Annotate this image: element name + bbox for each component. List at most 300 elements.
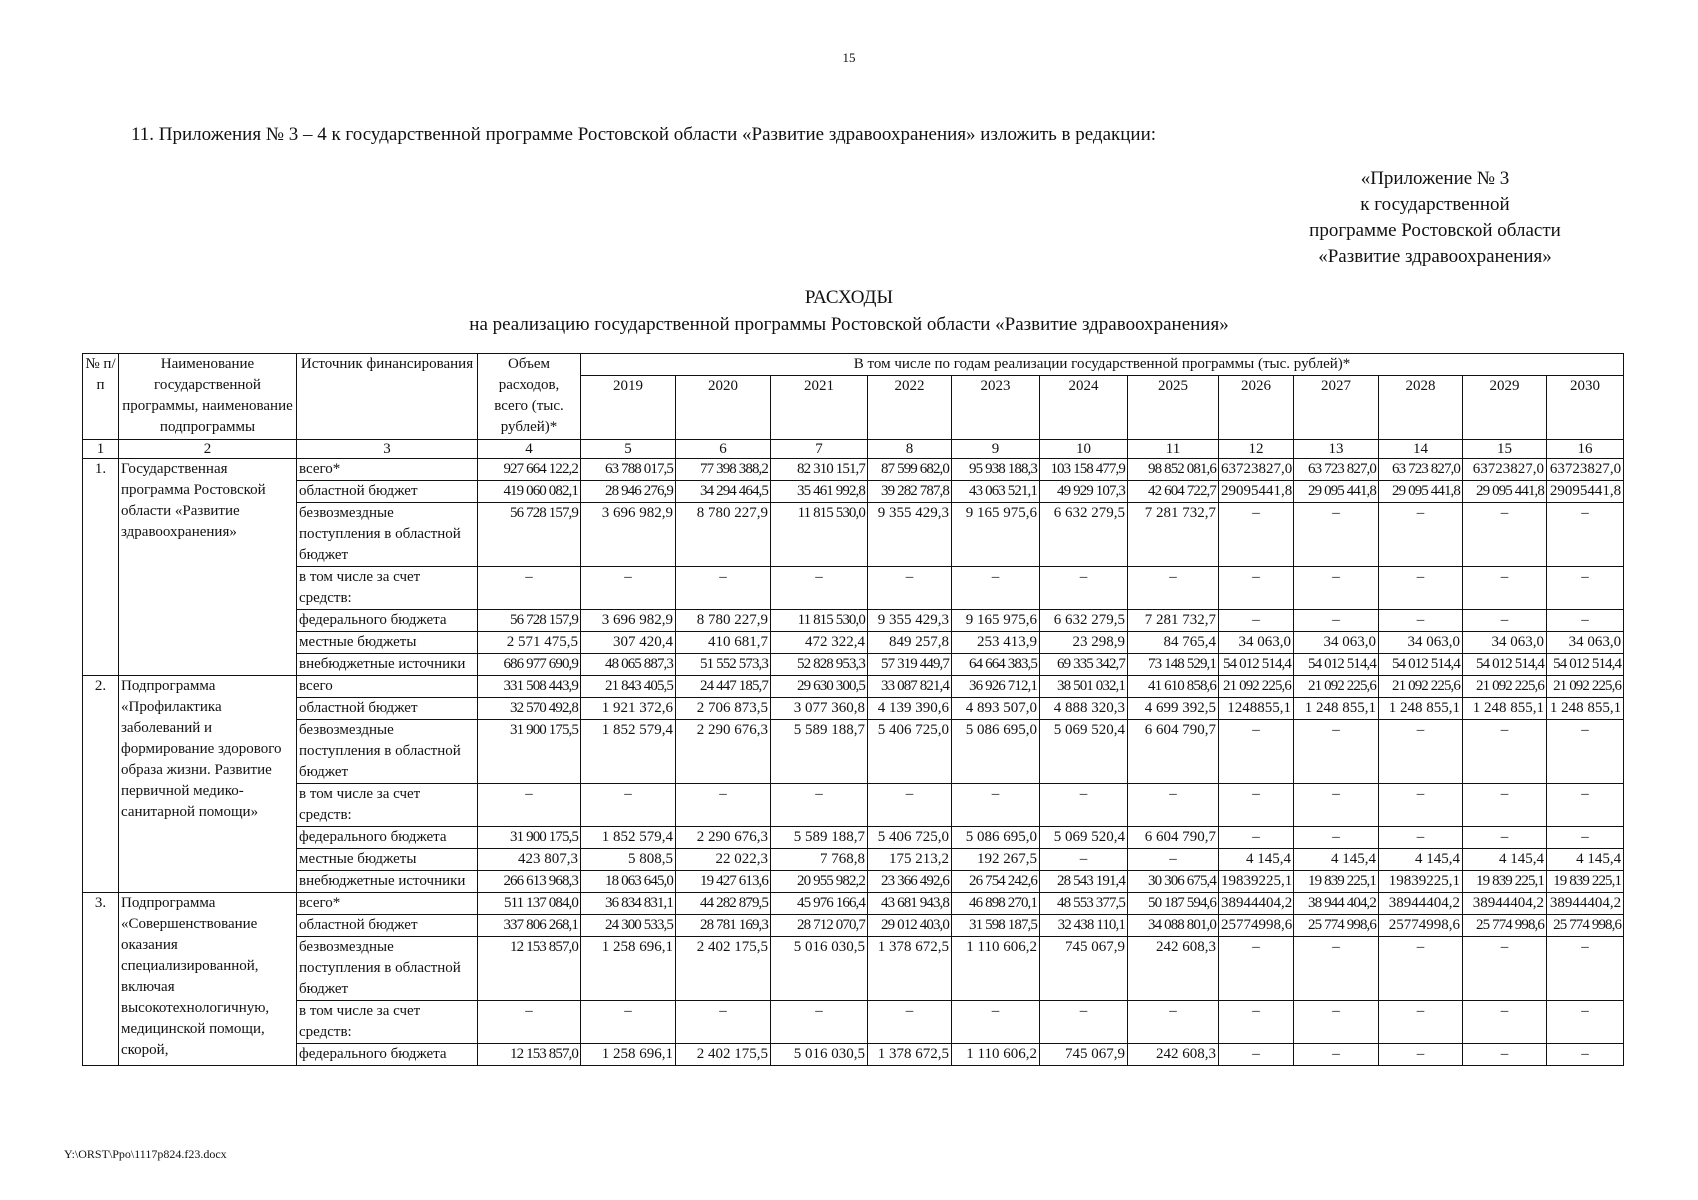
column-number: 15	[1463, 440, 1547, 459]
year-value: –	[1294, 503, 1379, 567]
year-value: 98 852 081,6	[1128, 459, 1219, 481]
year-value: 1 921 372,6	[581, 698, 676, 720]
year-value: 87 599 682,0	[868, 459, 952, 481]
year-value: –	[1040, 849, 1128, 871]
year-value: 8 780 227,9	[676, 610, 771, 632]
year-value: –	[1128, 849, 1219, 871]
year-value: 57 319 449,7	[868, 654, 952, 676]
year-value: –	[771, 567, 868, 610]
year-value: –	[1379, 720, 1463, 784]
year-value: 3 077 360,8	[771, 698, 868, 720]
year-value: –	[1463, 1044, 1547, 1066]
funding-source: федерального бюджета	[297, 1044, 478, 1066]
year-value: 25 774 998,6	[1294, 915, 1379, 937]
year-value: –	[1219, 503, 1294, 567]
year-value: 28 781 169,3	[676, 915, 771, 937]
total-value: 2 571 475,5	[478, 632, 581, 654]
year-value: 4 145,4	[1379, 849, 1463, 871]
year-value: 25774998,6	[1379, 915, 1463, 937]
year-value: 29 012 403,0	[868, 915, 952, 937]
year-value: 5 589 188,7	[771, 827, 868, 849]
year-value: 6 632 279,5	[1040, 503, 1128, 567]
year-value: 19839225,1	[1219, 871, 1294, 893]
column-number: 3	[297, 440, 478, 459]
year-value: 42 604 722,7	[1128, 481, 1219, 503]
funding-source: безвозмездные поступления в областной бюджет	[297, 720, 478, 784]
year-value: 4 699 392,5	[1128, 698, 1219, 720]
row-number: 1.	[83, 459, 119, 676]
year-value: 4 139 390,6	[868, 698, 952, 720]
total-value: –	[478, 1001, 581, 1044]
year-value: 9 165 975,6	[952, 503, 1040, 567]
year-value: –	[1463, 503, 1547, 567]
year-value: –	[581, 567, 676, 610]
year-value: 54 012 514,4	[1463, 654, 1547, 676]
year-value: –	[1379, 784, 1463, 827]
year-value: 21 092 225,6	[1294, 676, 1379, 698]
year-value: –	[1294, 937, 1379, 1001]
header-year: 2020	[676, 376, 771, 440]
header-year: 2021	[771, 376, 868, 440]
appendix-line: «Приложение № 3	[1360, 168, 1510, 189]
year-value: 48 065 887,3	[581, 654, 676, 676]
year-value: 25 774 998,6	[1547, 915, 1624, 937]
year-value: 51 552 573,3	[676, 654, 771, 676]
year-value: 8 780 227,9	[676, 503, 771, 567]
year-value: –	[952, 567, 1040, 610]
year-value: 38944404,2	[1379, 893, 1463, 915]
year-value: 38 944 404,2	[1294, 893, 1379, 915]
year-value: –	[1547, 784, 1624, 827]
year-value: 4 145,4	[1294, 849, 1379, 871]
year-value: 1 378 672,5	[868, 1044, 952, 1066]
year-value: –	[868, 567, 952, 610]
year-value: 24 300 533,5	[581, 915, 676, 937]
year-value: 6 604 790,7	[1128, 827, 1219, 849]
table-row	[83, 827, 1624, 849]
program-name: Подпрограмма «Совершенствование оказания специализированной, включая высокотехнологичную, медицинской помощи, скорой,	[119, 893, 297, 1066]
year-value: 1 248 855,1	[1547, 698, 1624, 720]
file-path-footer: Y:\ORST\Ppo\1117p824.f23.docx	[64, 1147, 227, 1161]
column-number: 2	[119, 440, 297, 459]
year-value: 48 553 377,5	[1040, 893, 1128, 915]
header-year: 2030	[1547, 376, 1624, 440]
year-value: –	[1547, 610, 1624, 632]
year-value: 2 402 175,5	[676, 937, 771, 1001]
year-value: 21 092 225,6	[1463, 676, 1547, 698]
year-value: –	[1547, 567, 1624, 610]
year-value: –	[1463, 567, 1547, 610]
year-value: –	[1294, 1044, 1379, 1066]
year-value: 23 366 492,6	[868, 871, 952, 893]
column-number: 12	[1219, 440, 1294, 459]
year-value: 1248855,1	[1219, 698, 1294, 720]
year-value: –	[1463, 610, 1547, 632]
year-value: 11 815 530,0	[771, 610, 868, 632]
title-line: на реализацию государственной программы Ростовской области «Развитие здравоохранения»	[469, 314, 1229, 335]
year-value: 849 257,8	[868, 632, 952, 654]
year-value: 29 630 300,5	[771, 676, 868, 698]
year-value: 34 063,0	[1463, 632, 1547, 654]
page-number: 15	[842, 50, 856, 65]
column-number: 14	[1379, 440, 1463, 459]
year-value: 1 110 606,2	[952, 937, 1040, 1001]
year-value: 21 092 225,6	[1219, 676, 1294, 698]
table-row	[83, 503, 1624, 567]
year-value: –	[1463, 784, 1547, 827]
year-value: –	[771, 1001, 868, 1044]
year-value: 38944404,2	[1547, 893, 1624, 915]
funding-source: внебюджетные источники	[297, 654, 478, 676]
year-value: 9 355 429,3	[868, 503, 952, 567]
year-value: –	[1294, 720, 1379, 784]
total-value: 419 060 082,1	[478, 481, 581, 503]
year-value: 5 589 188,7	[771, 720, 868, 784]
funding-source: всего	[297, 676, 478, 698]
row-number: 3.	[83, 893, 119, 1066]
year-value: 192 267,5	[952, 849, 1040, 871]
year-value: 1 258 696,1	[581, 1044, 676, 1066]
year-value: 410 681,7	[676, 632, 771, 654]
year-value: 69 335 342,7	[1040, 654, 1128, 676]
funding-source: областной бюджет	[297, 481, 478, 503]
year-value: 34 063,0	[1379, 632, 1463, 654]
funding-source: в том числе за счет средств:	[297, 1001, 478, 1044]
funding-source: всего*	[297, 893, 478, 915]
appendix-heading	[1200, 166, 1670, 270]
year-value: 7 768,8	[771, 849, 868, 871]
year-value: –	[1219, 827, 1294, 849]
year-value: 6 604 790,7	[1128, 720, 1219, 784]
year-value: –	[1128, 784, 1219, 827]
year-value: 63 788 017,5	[581, 459, 676, 481]
year-value: –	[1379, 503, 1463, 567]
year-value: –	[868, 1001, 952, 1044]
year-value: 745 067,9	[1040, 937, 1128, 1001]
year-value: 2 290 676,3	[676, 720, 771, 784]
year-value: –	[1219, 610, 1294, 632]
funding-source: местные бюджеты	[297, 849, 478, 871]
year-value: 3 696 982,9	[581, 503, 676, 567]
year-value: –	[1128, 1001, 1219, 1044]
year-value: 25774998,6	[1219, 915, 1294, 937]
year-value: –	[952, 784, 1040, 827]
intro-paragraph: 11. Приложения № 3 – 4 к государственной программе Ростовской области «Развитие здравоохранения» изложить в редакции:	[131, 124, 1157, 145]
table-row	[83, 893, 1624, 915]
year-value: –	[1547, 1044, 1624, 1066]
year-value: 1 110 606,2	[952, 1044, 1040, 1066]
year-value: –	[1463, 827, 1547, 849]
year-value: 5 069 520,4	[1040, 827, 1128, 849]
year-value: 38944404,2	[1463, 893, 1547, 915]
year-value: –	[1547, 827, 1624, 849]
year-value: –	[952, 1001, 1040, 1044]
year-value: 29095441,8	[1547, 481, 1624, 503]
year-value: 9 355 429,3	[868, 610, 952, 632]
year-value: –	[1294, 827, 1379, 849]
year-value: 45 976 166,4	[771, 893, 868, 915]
year-value: 5 069 520,4	[1040, 720, 1128, 784]
year-value: –	[1294, 1001, 1379, 1044]
funding-source: в том числе за счет средств:	[297, 784, 478, 827]
table-row	[83, 676, 1624, 698]
year-value: 36 926 712,1	[952, 676, 1040, 698]
year-value: 84 765,4	[1128, 632, 1219, 654]
table-row	[83, 784, 1624, 827]
year-value: 54 012 514,4	[1379, 654, 1463, 676]
document-title	[0, 284, 1698, 338]
year-value: 52 828 953,3	[771, 654, 868, 676]
year-value: 28 946 276,9	[581, 481, 676, 503]
year-value: 9 165 975,6	[952, 610, 1040, 632]
header-year: 2023	[952, 376, 1040, 440]
year-value: 38944404,2	[1219, 893, 1294, 915]
year-value: 32 438 110,1	[1040, 915, 1128, 937]
year-value: –	[1547, 503, 1624, 567]
appendix-line: к государственной	[1360, 194, 1510, 215]
funding-source: в том числе за счет средств:	[297, 567, 478, 610]
year-value: 46 898 270,1	[952, 893, 1040, 915]
table-row	[83, 937, 1624, 1001]
year-value: 5 016 030,5	[771, 937, 868, 1001]
year-value: 24 447 185,7	[676, 676, 771, 698]
year-value: 63 723 827,0	[1294, 459, 1379, 481]
year-value: 175 213,2	[868, 849, 952, 871]
total-value: 266 613 968,3	[478, 871, 581, 893]
total-value: 511 137 084,0	[478, 893, 581, 915]
year-value: –	[1219, 567, 1294, 610]
year-value: 242 608,3	[1128, 937, 1219, 1001]
header-source: Источник финансирования	[297, 354, 478, 440]
header-years-group: В том числе по годам реализации государственной программы (тыс. рублей)*	[581, 354, 1624, 376]
year-value: –	[1219, 784, 1294, 827]
year-value: 63 723 827,0	[1379, 459, 1463, 481]
year-value: 19 839 225,1	[1547, 871, 1624, 893]
year-value: 21 843 405,5	[581, 676, 676, 698]
header-year: 2026	[1219, 376, 1294, 440]
funding-source: всего*	[297, 459, 478, 481]
year-value: –	[1294, 610, 1379, 632]
year-value: 54 012 514,4	[1219, 654, 1294, 676]
year-value: 19 839 225,1	[1294, 871, 1379, 893]
total-value: –	[478, 567, 581, 610]
funding-source: областной бюджет	[297, 698, 478, 720]
year-value: 18 063 645,0	[581, 871, 676, 893]
header-year: 2022	[868, 376, 952, 440]
total-value: –	[478, 784, 581, 827]
year-value: –	[1128, 567, 1219, 610]
year-value: 19 427 613,6	[676, 871, 771, 893]
year-value: 5 016 030,5	[771, 1044, 868, 1066]
expenses-table	[82, 353, 1624, 1066]
year-value: –	[1463, 937, 1547, 1001]
year-value: 2 402 175,5	[676, 1044, 771, 1066]
year-value: 307 420,4	[581, 632, 676, 654]
year-value: –	[1379, 1044, 1463, 1066]
year-value: –	[1040, 1001, 1128, 1044]
year-value: 63723827,0	[1547, 459, 1624, 481]
year-value: –	[1379, 1001, 1463, 1044]
column-number: 4	[478, 440, 581, 459]
funding-source: местные бюджеты	[297, 632, 478, 654]
year-value: 30 306 675,4	[1128, 871, 1219, 893]
year-value: 44 282 879,5	[676, 893, 771, 915]
year-value: 34 088 801,0	[1128, 915, 1219, 937]
total-value: 337 806 268,1	[478, 915, 581, 937]
year-value: 31 598 187,5	[952, 915, 1040, 937]
header-num: № п/п	[83, 354, 119, 440]
year-value: –	[1219, 720, 1294, 784]
year-value: –	[1219, 937, 1294, 1001]
year-value: 23 298,9	[1040, 632, 1128, 654]
year-value: 49 929 107,3	[1040, 481, 1128, 503]
total-value: 32 570 492,8	[478, 698, 581, 720]
total-value: 31 900 175,5	[478, 827, 581, 849]
program-name: Государственная программа Ростовской области «Развитие здравоохранения»	[119, 459, 297, 676]
column-number: 6	[676, 440, 771, 459]
year-value: –	[868, 784, 952, 827]
year-value: 29 095 441,8	[1463, 481, 1547, 503]
year-value: 21 092 225,6	[1379, 676, 1463, 698]
table-row	[83, 610, 1624, 632]
title-line: РАСХОДЫ	[804, 287, 894, 308]
total-value: 12 153 857,0	[478, 1044, 581, 1066]
year-value: 63723827,0	[1463, 459, 1547, 481]
year-value: 20 955 982,2	[771, 871, 868, 893]
table-row	[83, 1001, 1624, 1044]
column-number: 7	[771, 440, 868, 459]
year-value: 2 290 676,3	[676, 827, 771, 849]
year-value: 26 754 242,6	[952, 871, 1040, 893]
year-value: –	[1379, 827, 1463, 849]
year-value: –	[1040, 784, 1128, 827]
funding-source: областной бюджет	[297, 915, 478, 937]
funding-source: федерального бюджета	[297, 827, 478, 849]
year-value: 34 063,0	[1294, 632, 1379, 654]
year-value: 1 248 855,1	[1379, 698, 1463, 720]
column-number: 8	[868, 440, 952, 459]
year-value: –	[676, 784, 771, 827]
year-value: –	[676, 1001, 771, 1044]
year-value: 11 815 530,0	[771, 503, 868, 567]
year-value: 28 712 070,7	[771, 915, 868, 937]
year-value: –	[1379, 567, 1463, 610]
column-number: 13	[1294, 440, 1379, 459]
year-value: 82 310 151,7	[771, 459, 868, 481]
year-value: –	[1379, 610, 1463, 632]
table-row	[83, 871, 1624, 893]
year-value: 29 095 441,8	[1379, 481, 1463, 503]
year-value: 1 248 855,1	[1463, 698, 1547, 720]
year-value: –	[1219, 1001, 1294, 1044]
table-row	[83, 632, 1624, 654]
year-value: 1 378 672,5	[868, 937, 952, 1001]
year-value: 4 145,4	[1463, 849, 1547, 871]
year-value: 28 543 191,4	[1040, 871, 1128, 893]
column-number: 10	[1040, 440, 1128, 459]
program-name: Подпрограмма «Профилактика заболеваний и формирование здорового образа жизни. Развитие первичной медико-санитарной помощи»	[119, 676, 297, 893]
year-value: –	[1294, 784, 1379, 827]
table-row	[83, 567, 1624, 610]
column-number: 1	[83, 440, 119, 459]
year-value: 4 145,4	[1547, 849, 1624, 871]
header-year: 2025	[1128, 376, 1219, 440]
table-row	[83, 720, 1624, 784]
year-value: –	[1379, 937, 1463, 1001]
year-value: 103 158 477,9	[1040, 459, 1128, 481]
year-value: –	[1463, 1001, 1547, 1044]
year-value: 39 282 787,8	[868, 481, 952, 503]
funding-source: безвозмездные поступления в областной бюджет	[297, 503, 478, 567]
year-value: 22 022,3	[676, 849, 771, 871]
total-value: 56 728 157,9	[478, 610, 581, 632]
year-value: –	[1040, 567, 1128, 610]
year-value: 29 095 441,8	[1294, 481, 1379, 503]
year-value: –	[1547, 1001, 1624, 1044]
year-value: 242 608,3	[1128, 1044, 1219, 1066]
year-value: 5 406 725,0	[868, 827, 952, 849]
total-value: 927 664 122,2	[478, 459, 581, 481]
year-value: –	[1547, 720, 1624, 784]
year-value: 7 281 732,7	[1128, 503, 1219, 567]
year-value: 34 063,0	[1547, 632, 1624, 654]
header-name: Наименование государственной программы, наименование подпрограммы	[119, 354, 297, 440]
year-value: –	[1547, 937, 1624, 1001]
year-value: 3 696 982,9	[581, 610, 676, 632]
header-year: 2024	[1040, 376, 1128, 440]
total-value: 12 153 857,0	[478, 937, 581, 1001]
column-number: 16	[1547, 440, 1624, 459]
column-number-row	[83, 440, 1624, 459]
table-row	[83, 481, 1624, 503]
year-value: 34 063,0	[1219, 632, 1294, 654]
appendix-line: «Развитие здравоохранения»	[1318, 246, 1552, 267]
column-number: 11	[1128, 440, 1219, 459]
appendix-line: программе Ростовской области	[1309, 220, 1561, 241]
year-value: 253 413,9	[952, 632, 1040, 654]
year-value: –	[1219, 1044, 1294, 1066]
header-year: 2019	[581, 376, 676, 440]
year-value: 1 852 579,4	[581, 720, 676, 784]
year-value: 5 808,5	[581, 849, 676, 871]
year-value: 5 086 695,0	[952, 720, 1040, 784]
column-number: 9	[952, 440, 1040, 459]
column-number: 5	[581, 440, 676, 459]
year-value: 41 610 858,6	[1128, 676, 1219, 698]
table-row	[83, 849, 1624, 871]
year-value: 5 406 725,0	[868, 720, 952, 784]
year-value: 63723827,0	[1219, 459, 1294, 481]
year-value: 43 681 943,8	[868, 893, 952, 915]
year-value: 54 012 514,4	[1294, 654, 1379, 676]
year-value: 472 322,4	[771, 632, 868, 654]
year-value: 1 258 696,1	[581, 937, 676, 1001]
year-value: 54 012 514,4	[1547, 654, 1624, 676]
funding-source: федерального бюджета	[297, 610, 478, 632]
year-value: 34 294 464,5	[676, 481, 771, 503]
year-value: 4 145,4	[1219, 849, 1294, 871]
year-value: 4 888 320,3	[1040, 698, 1128, 720]
year-value: –	[676, 567, 771, 610]
table-row	[83, 698, 1624, 720]
year-value: 38 501 032,1	[1040, 676, 1128, 698]
row-number: 2.	[83, 676, 119, 893]
total-value: 31 900 175,5	[478, 720, 581, 784]
table-row	[83, 654, 1624, 676]
year-value: 25 774 998,6	[1463, 915, 1547, 937]
year-value: 745 067,9	[1040, 1044, 1128, 1066]
year-value: –	[581, 784, 676, 827]
